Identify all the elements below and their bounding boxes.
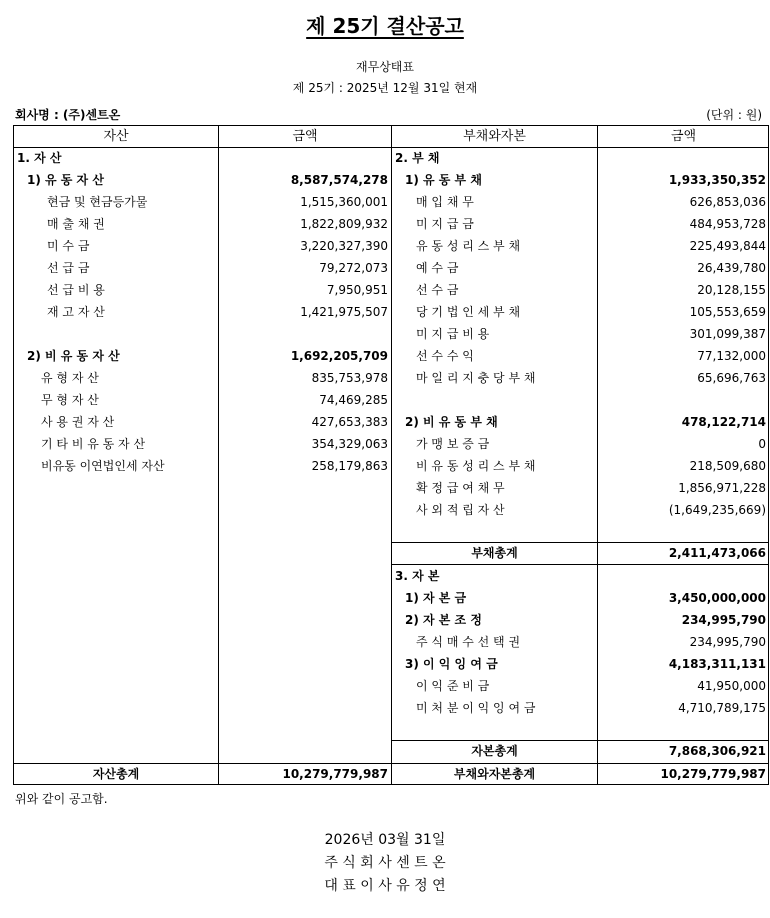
line-item-amount: 1,421,975,507 (300, 305, 388, 319)
line-item-label: 1) 자 본 금 (405, 591, 467, 605)
line-item-amount: 74,469,285 (319, 393, 388, 407)
line-item-label: 현금 및 현금등가물 (47, 195, 148, 209)
line-item-amount (598, 147, 766, 169)
unit-label: (단위 : 원) (706, 108, 762, 122)
assets-total-label: 자산총계 (92, 767, 140, 781)
line-item-label: 미 지 급 비 용 (416, 327, 490, 341)
line-item-amount: 1,856,971,228 (678, 481, 766, 495)
line-item-label: 선 수 수 익 (416, 349, 474, 363)
line-item-label: 2) 비 유 동 부 채 (405, 415, 498, 429)
line-item-amount: 4,710,789,175 (678, 701, 766, 715)
line-item-amount: 835,753,978 (311, 371, 388, 385)
notice-date: 2026년 03월 31일 (324, 832, 446, 848)
line-item-amount: 234,995,790 (689, 635, 766, 649)
line-item-amount: 258,179,863 (311, 459, 388, 473)
line-item-label: 기 타 비 유 동 자 산 (41, 437, 146, 451)
liabilities-equity-total-label: 부채와자본총계 (453, 767, 536, 781)
statement-period: 제 25기 : 2025년 12월 31일 현재 (292, 81, 478, 95)
company-name: 회사명 : (주)센트온 (15, 108, 121, 122)
line-item-label: 선 수 금 (416, 283, 459, 297)
line-item-label: 비유동 이연법인세 자산 (41, 459, 165, 473)
line-item-amount: 7,950,951 (326, 283, 388, 297)
line-item-label: 재 고 자 산 (47, 305, 105, 319)
notice-title: 제 25기 결산공고 (306, 14, 464, 38)
line-item-amount: 1,933,350,352 (668, 173, 766, 187)
line-item-label: 2) 자 본 조 정 (405, 613, 482, 627)
line-item-label: 1) 유 동 자 산 (27, 173, 104, 187)
line-item-label: 유 형 자 산 (41, 371, 99, 385)
liabilities-total-label: 부채총계 (471, 546, 518, 560)
line-item-label: 가 맹 보 증 금 (416, 437, 490, 451)
line-item-amount: 626,853,036 (689, 195, 766, 209)
line-item-amount: 41,950,000 (697, 679, 766, 693)
line-item-label: 미 처 분 이 익 잉 여 금 (416, 701, 536, 715)
line-item-label: 주 식 매 수 선 택 권 (416, 635, 521, 649)
header-amount: 금액 (670, 129, 697, 144)
line-item-label: 2. 부 채 (395, 151, 440, 165)
line-item-amount: 301,099,387 (689, 327, 766, 341)
line-item-label: 사 용 권 자 산 (41, 415, 115, 429)
line-item-label: 유 동 성 리 스 부 채 (416, 239, 521, 253)
line-item-amount (219, 323, 388, 345)
statement-name: 재무상태표 (356, 60, 414, 74)
line-item-amount: 478,122,714 (681, 415, 766, 429)
notice-statement: 위와 같이 공고함. (15, 792, 108, 806)
line-item-amount: 225,493,844 (689, 239, 766, 253)
line-item-amount: 218,509,680 (689, 459, 766, 473)
equity-total-label: 자본총계 (471, 744, 518, 758)
line-item-amount: 1,822,809,932 (300, 217, 388, 231)
header-amount: 금액 (292, 129, 318, 144)
line-item-amount: 234,995,790 (681, 613, 766, 627)
line-item-label: 사 외 적 립 자 산 (416, 503, 505, 517)
line-item-label: 선 급 비 용 (47, 283, 105, 297)
line-item-amount: 3,220,327,390 (300, 239, 388, 253)
line-item-label: 매 출 채 권 (47, 217, 105, 231)
line-item-label: 확 정 급 여 채 무 (416, 481, 505, 495)
line-item-label: 미 수 금 (47, 239, 90, 253)
line-item-amount: 79,272,073 (319, 261, 388, 275)
line-item-amount: 4,183,311,131 (668, 657, 766, 671)
liabilities-total-value: 2,411,473,066 (668, 546, 766, 560)
col-divider (391, 125, 392, 785)
line-item-amount: 1,692,205,709 (290, 349, 388, 363)
ceo-signature: 대 표 이 사 유 정 연 (324, 878, 446, 894)
line-item-amount (598, 389, 766, 411)
line-item-amount: 0 (758, 437, 766, 451)
line-item-label: 1) 유 동 부 채 (405, 173, 482, 187)
line-item-label (47, 323, 218, 345)
line-item-label (416, 389, 597, 411)
line-item-label: 2) 비 유 동 자 산 (27, 349, 120, 363)
line-item-label: 3) 이 익 잉 여 금 (405, 657, 498, 671)
line-item-amount: 1,515,360,001 (300, 195, 388, 209)
line-item-label: 3. 자 본 (395, 569, 440, 583)
liabilities-equity-total-value: 10,279,779,987 (660, 767, 766, 781)
equity-total-value: 7,868,306,921 (668, 744, 766, 758)
line-item-label: 매 입 채 무 (416, 195, 474, 209)
line-item-label: 이 익 준 비 금 (416, 679, 490, 693)
line-item-amount: 354,329,063 (311, 437, 388, 451)
company-signature: 주 식 회 사 센 트 온 (324, 855, 446, 871)
line-item-label: 예 수 금 (416, 261, 459, 275)
line-item-amount: 65,696,763 (697, 371, 766, 385)
line-item-amount (219, 147, 388, 169)
line-item-amount: 105,553,659 (689, 305, 766, 319)
line-item-amount: 484,953,728 (689, 217, 766, 231)
line-item-label: 당 기 법 인 세 부 채 (416, 305, 521, 319)
line-item-label: 미 지 급 금 (416, 217, 474, 231)
line-item-amount: 8,587,574,278 (290, 173, 388, 187)
assets-total-value: 10,279,779,987 (282, 767, 388, 781)
line-item-amount: 26,439,780 (697, 261, 766, 275)
line-item-amount: 427,653,383 (311, 415, 388, 429)
header-assets: 자산 (103, 129, 129, 144)
line-item-label: 비 유 동 성 리 스 부 채 (416, 459, 536, 473)
line-item-amount: 77,132,000 (697, 349, 766, 363)
line-item-label: 마 일 리 지 충 당 부 채 (416, 371, 536, 385)
line-item-amount: 3,450,000,000 (668, 591, 766, 605)
line-item-label: 선 급 금 (47, 261, 90, 275)
header-liabilities-equity: 부채와자본 (463, 129, 526, 144)
line-item-label: 무 형 자 산 (41, 393, 99, 407)
line-item-amount: (1,649,235,669) (668, 503, 766, 517)
line-item-label: 1. 자 산 (17, 151, 62, 165)
line-item-amount (598, 565, 766, 587)
line-item-amount: 20,128,155 (697, 283, 766, 297)
